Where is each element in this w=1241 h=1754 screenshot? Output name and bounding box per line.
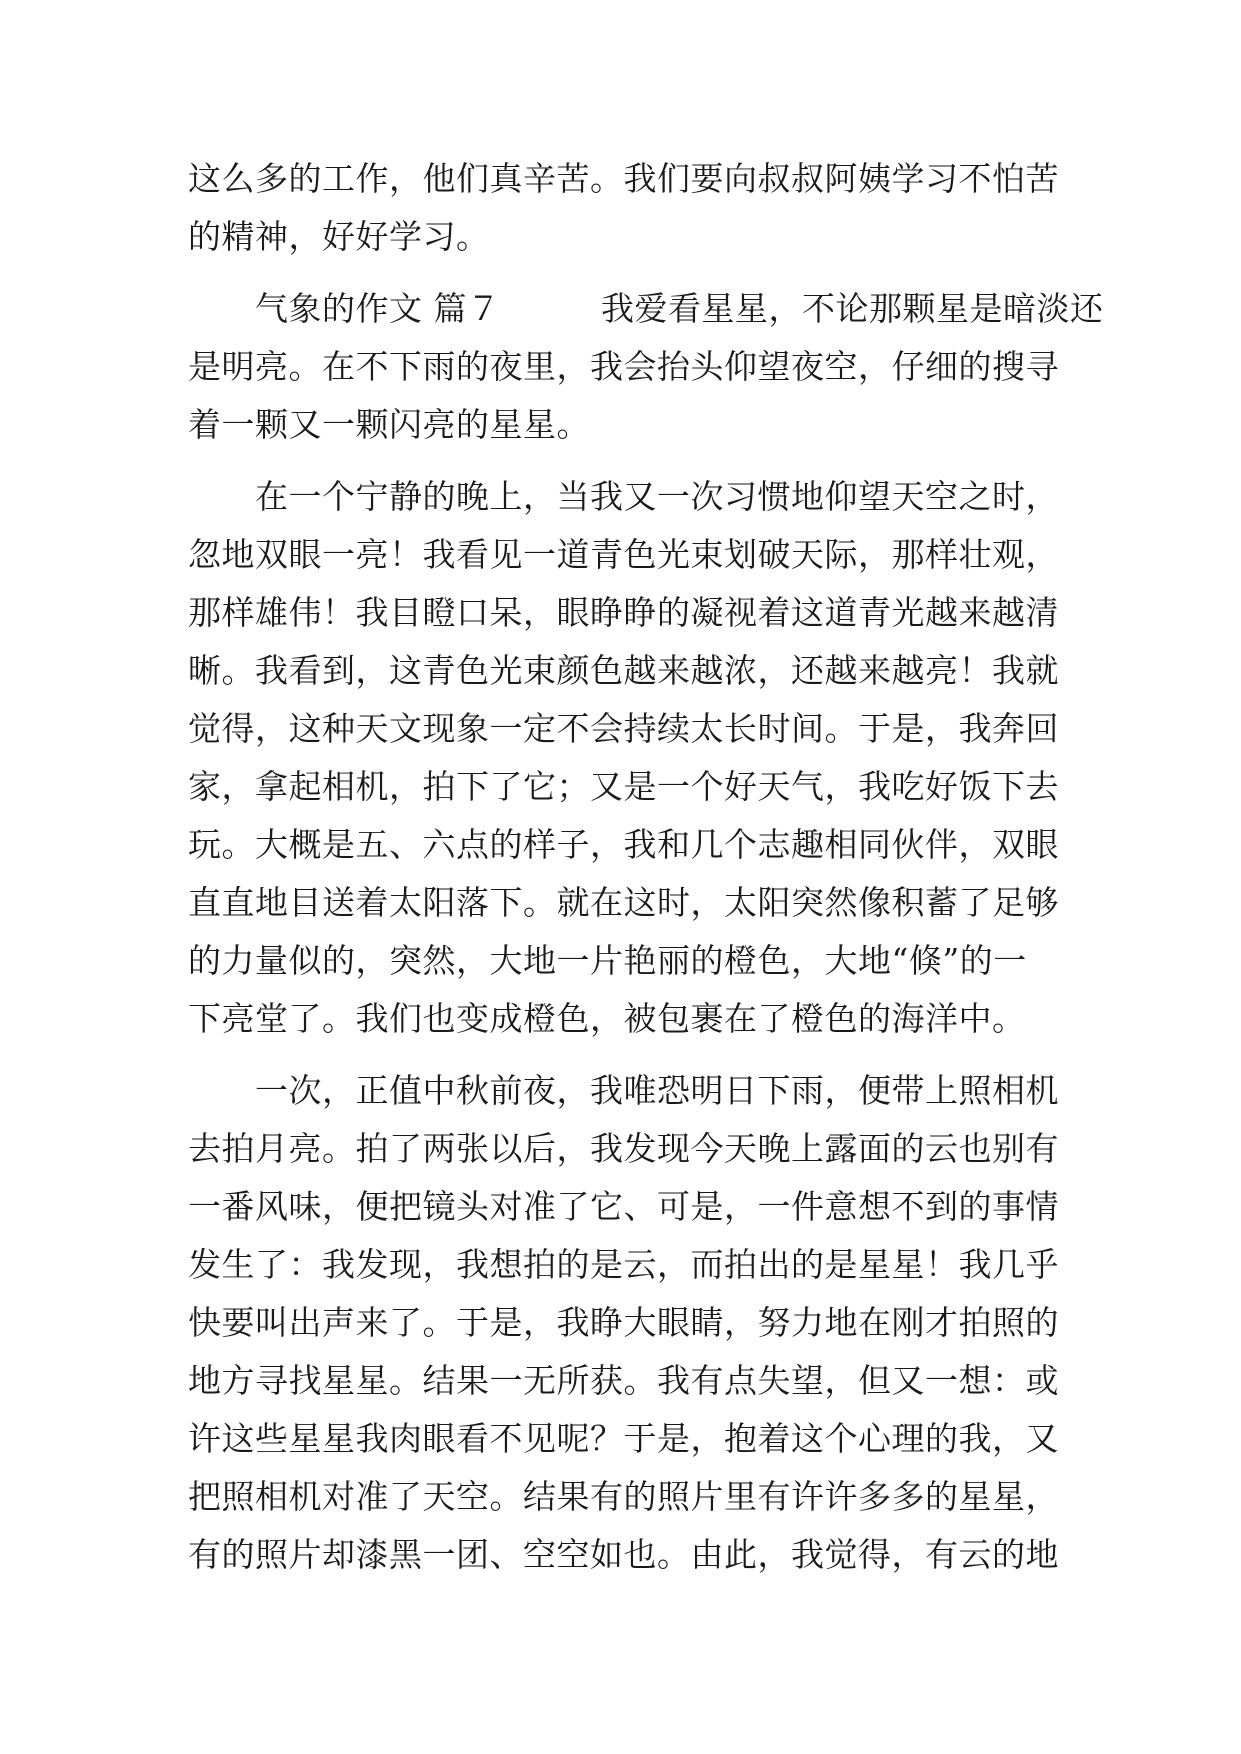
paragraph-gap	[188, 1048, 1068, 1062]
text-line: 地方寻找星星。结果一无所获。我有点失望，但又一想：或	[188, 1361, 1059, 1400]
text-line: 这么多的工作，他们真辛苦。我们要向叔叔阿姨学习不怕苦	[188, 159, 1059, 198]
paragraph-gap	[188, 454, 1068, 468]
paragraph-gap	[188, 266, 1068, 280]
text-line: 家，拿起相机，拍下了它；又是一个好天气，我吃好饭下去	[188, 767, 1059, 806]
body-text	[188, 150, 1104, 1584]
text-line: 直直地目送着太阳落下。就在这时，太阳突然像积蓄了足够	[188, 883, 1059, 922]
text-line: 的力量似的，突然，大地一片艳丽的橙色，大地“倏”的一	[188, 941, 1027, 980]
text-line: 玩。大概是五、六点的样子，我和几个志趣相同伙伴，双眼	[188, 825, 1059, 864]
text-line: 是明亮。在不下雨的夜里，我会抬头仰望夜空，仔细的搜寻	[188, 347, 1059, 386]
text-line: 那样雄伟！我目瞪口呆，眼睁睁的凝视着这道青光越来越清	[188, 593, 1059, 632]
text-line: 的精神，好好学习。	[188, 217, 490, 256]
text-line: 把照相机对准了天空。结果有的照片里有许许多多的星星，	[188, 1477, 1059, 1516]
text-line: 一次，正值中秋前夜，我唯恐明日下雨，便带上照相机	[188, 1071, 1059, 1110]
text-line: 去拍月亮。拍了两张以后，我发现今天晚上露面的云也别有	[188, 1129, 1059, 1168]
text-line: 快要叫出声来了。于是，我睁大眼睛，努力地在刚才拍照的	[188, 1303, 1059, 1342]
text-line: 有的照片却漆黑一团、空空如也。由此，我觉得，有云的地	[188, 1535, 1059, 1574]
text-line: 着一颗又一颗闪亮的星星。	[188, 405, 590, 444]
text-line: 发生了：我发现，我想拍的是云，而拍出的是星星！我几乎	[188, 1245, 1059, 1284]
text-line: 一番风味，便把镜头对准了它、可是，一件意想不到的事情	[188, 1187, 1059, 1226]
text-line: 许这些星星我肉眼看不见呢？于是，抱着这个心理的我，又	[188, 1419, 1059, 1458]
text-line: 在一个宁静的晚上，当我又一次习惯地仰望天空之时，	[188, 477, 1059, 516]
section-heading-line: 气象的作文 篇７ 我爱看星星，不论那颗星是暗淡还	[188, 289, 1104, 328]
text-line: 下亮堂了。我们也变成橙色，被包裹在了橙色的海洋中。	[188, 999, 1026, 1038]
text-line: 晰。我看到，这青色光束颜色越来越浓，还越来越亮！我就	[188, 651, 1059, 690]
text-line: 觉得，这种天文现象一定不会持续太长时间。于是，我奔回	[188, 709, 1059, 748]
text-line: 忽地双眼一亮！我看见一道青色光束划破天际，那样壮观，	[188, 535, 1059, 574]
